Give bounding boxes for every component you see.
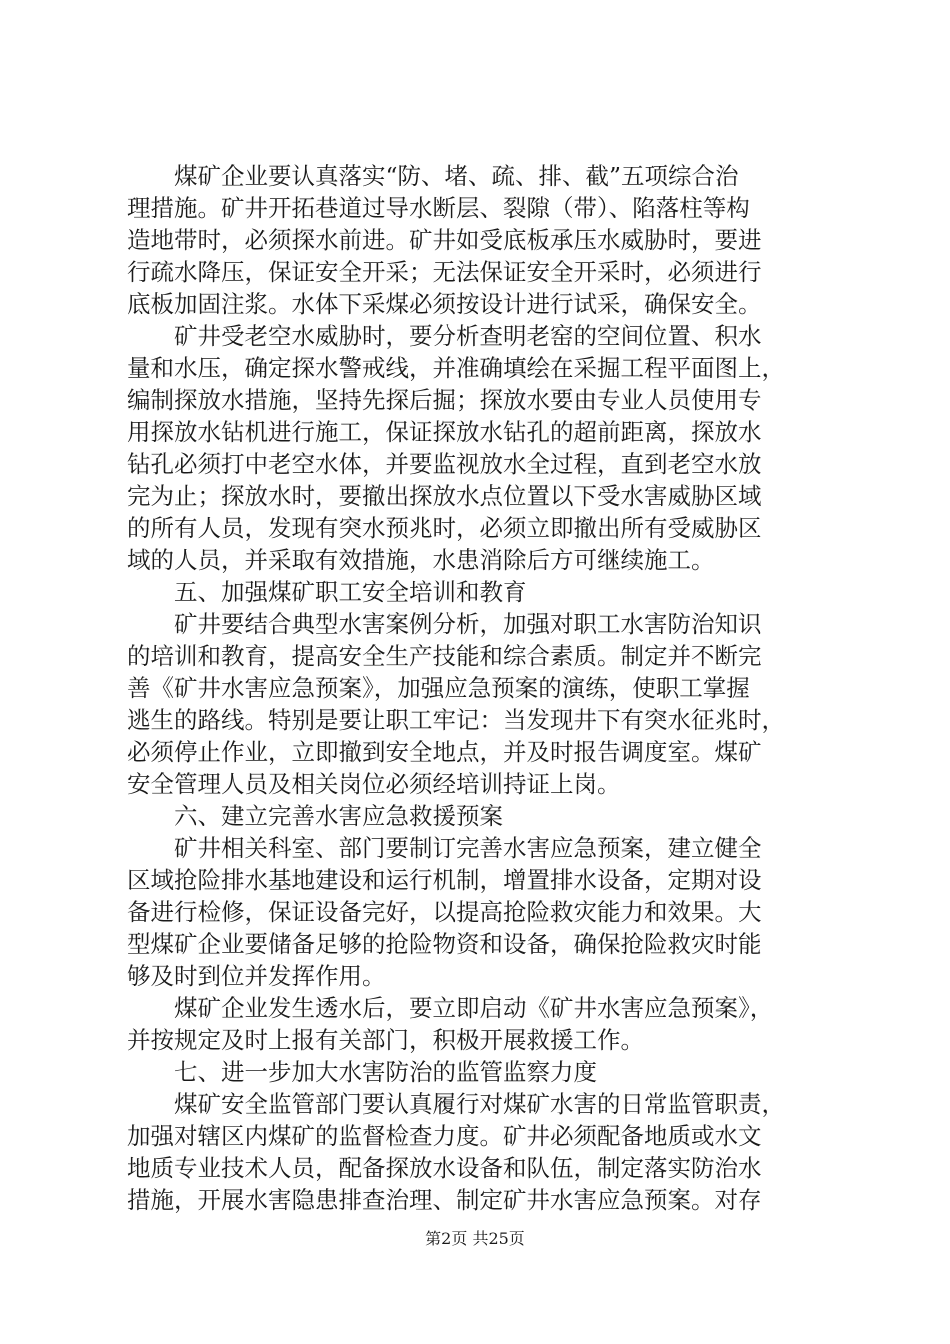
text-line: 矿井要结合典型水害案例分析，加强对职工水害防治知识 — [174, 610, 762, 638]
text-line: 六、建立完善水害应急救援预案 — [174, 802, 503, 830]
text-line: 善《矿井水害应急预案》，加强应急预案的演练，使职工掌握 — [127, 674, 750, 702]
text-line: 安全管理人员及相关岗位必须经培训持证上岗。 — [127, 770, 621, 798]
text-line: 矿井相关科室、部门要制订完善水害应急预案，建立健全 — [174, 834, 762, 862]
document-body — [127, 160, 837, 1216]
text-line: 措施，开展水害隐患排查治理、制定矿井水害应急预案。对存 — [127, 1186, 762, 1214]
text-line: 必须停止作业，立即撤到安全地点，并及时报告调度室。煤矿 — [127, 738, 762, 766]
text-line: 并按规定及时上报有关部门，积极开展救援工作。 — [127, 1026, 644, 1054]
text-line: 编制探放水措施，坚持先探后掘；探放水要由专业人员使用专 — [127, 386, 762, 414]
text-line: 完为止；探放水时，要撤出探放水点位置以下受水害威胁区域 — [127, 482, 762, 510]
text-line: 量和水压，确定探水警戒线，并准确填绘在采掘工程平面图上， — [127, 354, 785, 382]
text-line: 备进行检修，保证设备完好，以提高抢险救灾能力和效果。大 — [127, 898, 762, 926]
text-line: 够及时到位并发挥作用。 — [127, 962, 386, 990]
text-line: 造地带时，必须探水前进。矿井如受底板承压水威胁时，要进 — [127, 226, 762, 254]
text-line: 煤矿企业要认真落实“防、堵、疏、排、截”五项综合治 — [174, 162, 739, 190]
text-line: 的所有人员，发现有突水预兆时，必须立即撤出所有受威胁区 — [127, 514, 762, 542]
page-footer: 第2页 共25页 — [425, 1229, 525, 1248]
text-line: 矿井受老空水威胁时，要分析查明老窑的空间位置、积水 — [174, 322, 762, 350]
text-line: 的培训和教育，提高安全生产技能和综合素质。制定并不断完 — [127, 642, 762, 670]
text-line: 加强对辖区内煤矿的监督检查力度。矿井必须配备地质或水文 — [127, 1122, 762, 1150]
text-line: 煤矿安全监管部门要认真履行对煤矿水害的日常监管职责， — [174, 1090, 785, 1118]
text-line: 理措施。矿井开拓巷道过导水断层、裂隙（带）、陷落柱等构 — [127, 194, 750, 222]
text-line: 底板加固注浆。水体下采煤必须按设计进行试采，确保安全。 — [127, 290, 762, 318]
text-line: 域的人员，并采取有效措施，水患消除后方可继续施工。 — [127, 546, 715, 574]
text-line: 行疏水降压，保证安全开采；无法保证安全开采时，必须进行 — [127, 258, 762, 286]
text-line: 区域抢险排水基地建设和运行机制，增置排水设备，定期对设 — [127, 866, 762, 894]
text-line: 钻孔必须打中老空水体，并要监视放水全过程，直到老空水放 — [127, 450, 762, 478]
text-line: 地质专业技术人员，配备探放水设备和队伍，制定落实防治水 — [127, 1154, 762, 1182]
text-line: 五、加强煤矿职工安全培训和教育 — [174, 578, 527, 606]
text-line: 煤矿企业发生透水后，要立即启动《矿井水害应急预案》， — [174, 994, 774, 1022]
text-line: 七、进一步加大水害防治的监管监察力度 — [174, 1058, 597, 1086]
text-line: 用探放水钻机进行施工，保证探放水钻孔的超前距离，探放水 — [127, 418, 762, 446]
text-line: 逃生的路线。特别是要让职工牢记：当发现井下有突水征兆时， — [127, 706, 785, 734]
text-line: 型煤矿企业要储备足够的抢险物资和设备，确保抢险救灾时能 — [127, 930, 762, 958]
